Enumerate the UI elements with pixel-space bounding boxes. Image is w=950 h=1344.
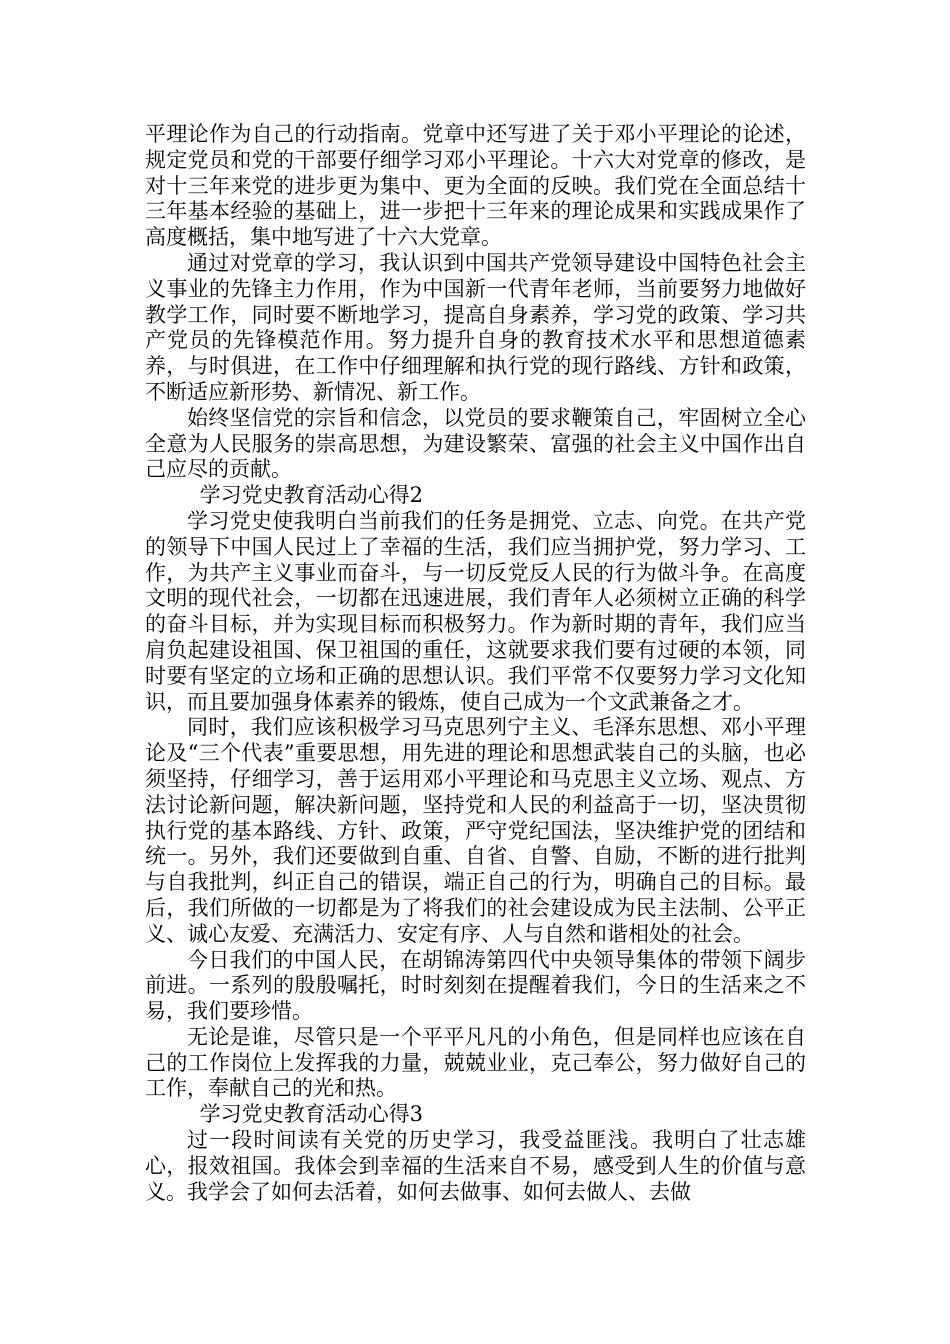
paragraph-4: 学习党史使我明白当前我们的任务是拥党、立志、向党。在共产党的领导下中国人民过上了幸福的生活，我们应当拥护党，努力学习、工作，为共产主义事业而奋斗，与一切反党反人民的行为做斗争。在高度文明的现代社会，一切都在迅速进展，我们青年人必须树立正确的科学的奋斗目标，并为实现目标而积极努力。作为新时期的青年，我们应当肩负起建设祖国、保卫祖国的重任，这就要求我们要有过硬的本领，同时要有坚定的立场和正确的思想认识。我们平常不仅要努力学习文化知识，而且要加强身体素养的锻炼，使自己成为一个文武兼备之才。 [145, 508, 806, 714]
paragraph-6: 今日我们的中国人民，在胡锦涛第四代中央领导集体的带领下阔步前进。一系列的殷殷嘱托，时时刻刻在提醒着我们，今日的生活来之不易，我们要珍惜。 [145, 947, 806, 1024]
paragraph-7: 无论是谁，尽管只是一个平平凡凡的小角色，但是同样也应该在自己的工作岗位上发挥我的力量，兢兢业业，克己奉公，努力做好自己的工作，奉献自己的光和热。 [145, 1024, 806, 1101]
document-page [145, 122, 806, 1205]
paragraph-1: 平理论作为自己的行动指南。党章中还写进了关于邓小平理论的论述，规定党员和党的干部要仔细学习邓小平理论。十六大对党章的修改，是对十三年来党的进步更为集中、更为全面的反映。我们党在全面总结十三年基本经验的基础上，进一步把十三年来的理论成果和实践成果作了高度概括，集中地写进了十六大党章。 [145, 122, 806, 250]
paragraph-2: 通过对党章的学习，我认识到中国共产党领导建设中国特色社会主义事业的先锋主力作用，作为中国新一代青年老师，当前要努力地做好教学工作，同时要不断地学习，提高自身素养，学习党的政策、学习共产党员的先锋模范作用。努力提升自身的教育技术水平和思想道德素养，与时俱进，在工作中仔细理解和执行党的现行路线、方针和政策，不断适应新形势、新情况、新工作。 [145, 250, 806, 404]
paragraph-3: 始终坚信党的宗旨和信念，以党员的要求鞭策自己，牢固树立全心全意为人民服务的崇高思想，为建设繁荣、富强的社会主义中国作出自己应尽的贡献。 [145, 405, 806, 482]
section-heading-2: 学习党史教育活动心得2 [199, 483, 423, 508]
paragraph-8: 过一段时间读有关党的历史学习，我受益匪浅。我明白了壮志雄心，报效祖国。我体会到幸福的生活来自不易，感受到人生的价值与意义。我学会了如何去活着，如何去做事、如何去做人、去做 [145, 1128, 806, 1204]
paragraph-5: 同时，我们应该积极学习马克思列宁主义、毛泽东思想、邓小平理论及“三个代表”重要思想，用先进的理论和思想武装自己的头脑，也必须坚持，仔细学习，善于运用邓小平理论和马克思主义立场、观点、方法讨论新问题，解决新问题，坚持党和人民的利益高于一切，坚决贯彻执行党的基本路线、方针、政策，严守党纪国法，坚决维护党的团结和统一。另外，我们还要做到自重、自省、自警、自励，不断的进行批判与自我批判，纠正自己的错误，端正自己的行为，明确自己的目标。最后，我们所做的一切都是为了将我们的社会建设成为民主法制、公平正义、诚心友爱、充满活力、安定有序、人与自然和谐相处的社会。 [145, 715, 806, 946]
section-heading-3: 学习党史教育活动心得3 [199, 1102, 423, 1127]
